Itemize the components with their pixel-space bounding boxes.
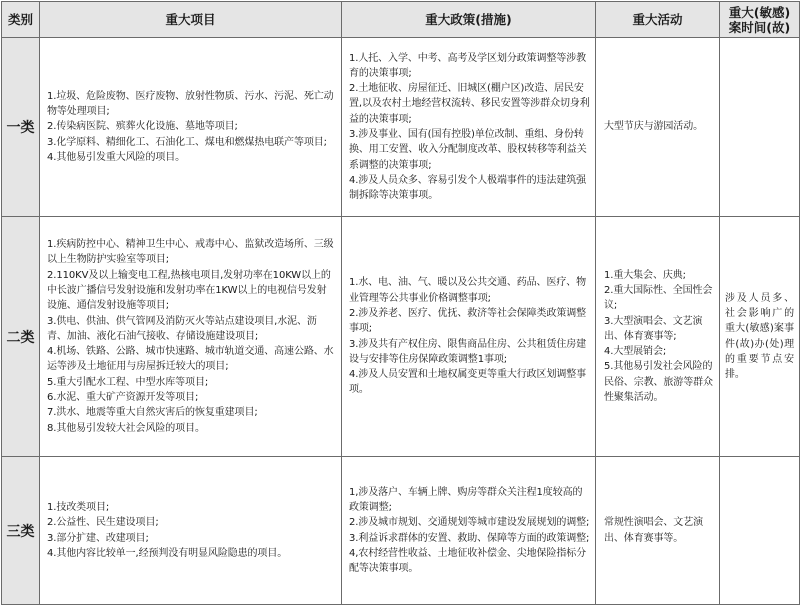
header-cases: 重大(敏感)案时间(故) <box>720 2 800 38</box>
list-item: 4.机场、铁路、公路、城市快速路、城市轨道交通、高速公路、水运等涉及土地征用与房屋拆迁较大的项目; <box>47 346 334 373</box>
list-item: 3.部分扩建、改建项目; <box>47 532 149 544</box>
list-item: 2.公益性、民生建设项目; <box>47 517 159 529</box>
list-item: 1,涉及落户、车辆上牌、购房等群众关注程1度较高的政策调整; <box>349 486 583 513</box>
policies-cell <box>342 217 596 457</box>
list-item: 2.涉及城市规划、交通规划等城市建设发展规划的调整; <box>349 517 590 529</box>
list-item: 5.重大引配水工程、中型水库等项目; <box>47 376 209 388</box>
list-item: 5.其他易引发社会风险的民俗、宗教、旅游等群众性聚集活动。 <box>604 361 713 404</box>
list-item: 2.涉及养老、医疗、优抚、救济等社会保障类政策调整事项; <box>349 307 587 335</box>
list-item: 3.大型演唱会、文艺演出、体育赛事等; <box>604 315 703 342</box>
projects-cell <box>40 38 342 217</box>
category-label: 三类 <box>2 457 40 605</box>
risk-classification-table <box>1 1 800 605</box>
list-item: 2.传染病医院、殡葬火化设施、墓地等项目; <box>47 121 238 133</box>
cases-cell <box>720 217 800 457</box>
list-item: 3.供电、供油、供气管网及消防灭火等站点建设项目,水泥、沥青、加油、液化石油气接收、存储设施建设项目; <box>47 315 317 342</box>
list-item: 7.洪水、地震等重大自然灾害后的恢复重建项目; <box>47 407 258 419</box>
cases-cell <box>720 38 800 217</box>
projects-cell <box>40 457 342 605</box>
list-item: 1.技改类项目; <box>47 501 110 513</box>
list-item: 2.重大国际性、全国性会议; <box>604 284 713 312</box>
events-cell <box>596 217 720 457</box>
list-item: 8.其他易引发较大社会风险的项目。 <box>47 422 205 434</box>
list-item: 4.大型展销会; <box>604 346 667 358</box>
policies-cell <box>342 457 596 605</box>
header-projects: 重大项目 <box>40 2 342 38</box>
list-item: 6.水泥、重大矿产资源开发等项目; <box>47 392 199 404</box>
events-cell <box>596 38 720 217</box>
list-item: 4,农村经营性收益、土地征收补偿金、尖地保险指标分配等决策事项。 <box>349 547 587 575</box>
list-item: 1.垃圾、危险废物、医疗废物、放射性物质、污水、污泥、死亡动物等处理项目; <box>47 90 334 118</box>
list-item: 4.其他易引发重大风险的项目。 <box>47 151 186 163</box>
list-item: 3.涉及共有产权住房、限售商品住房、公共租赁住房建设与安排等住房保障政策调整1事项; <box>349 338 587 365</box>
cases-cell <box>720 457 800 605</box>
policies-cell <box>342 38 596 217</box>
list-item: 3.化学原料、精细化工、石油化工、煤电和燃煤热电联产等项目; <box>47 136 327 148</box>
list-item: 1.水、电、油、气、暖以及公共交通、药品、医疗、物业管理等公共事业价格调整事项; <box>349 277 587 304</box>
header-category: 类别 <box>2 2 40 38</box>
list-item: 4.其他内容比较单一,经预判没有明显风险隐患的项目。 <box>47 547 288 559</box>
list-item: 4.涉及人员众多、容易引发个人极端事件的违法建筑强制拆除等决策事项。 <box>349 174 587 202</box>
list-item: 4.涉及人员安置和土地权属变更等重大行政区划调整事项。 <box>349 369 587 396</box>
category-label: 一类 <box>2 38 40 217</box>
table-row-class-1 <box>2 38 800 217</box>
header-row <box>2 2 800 38</box>
list-item: 3.利益诉求群体的安置、救助、保障等方面的政策调整; <box>349 532 590 544</box>
case-text: 涉及人员多、社会影响广的重大(敏感)案事件(故)办(处)理的重要节点安排。 <box>725 292 794 381</box>
table-row-class-2 <box>2 217 800 457</box>
list-item: 3.涉及事业、国有(国有控股)单位改制、重组、身份转换、用工安置、收入分配制度改革、股权转移等利益关系调整的决策事项; <box>349 129 587 171</box>
list-item: 大型节庆与游园活动。 <box>604 121 703 133</box>
events-cell <box>596 457 720 605</box>
list-item: 1.人托、入学、中考、高考及学区划分政策调整等涉教育的决策事项; <box>349 52 587 79</box>
list-item: 1.疾病防控中心、精神卫生中心、戒毒中心、监狱改造场所、三级以上生物防护实验室等项目; <box>47 239 334 266</box>
table-row-class-3 <box>2 457 800 605</box>
header-events: 重大活动 <box>596 2 720 38</box>
list-item: 常规性演唱会、文艺演出、体育赛事等。 <box>604 517 703 544</box>
list-item: 2.110KV及以上输变电工程,热核电项目,发射功率在10KW以上的中长波广播信号发射设施和发射功率在1KW以上的电视信号发射设施、通信发射设施等项目; <box>47 269 331 312</box>
list-item: 1.重大集会、庆典; <box>604 269 686 281</box>
header-policies: 重大政策(措施) <box>342 2 596 38</box>
projects-cell <box>40 217 342 457</box>
list-item: 2.土地征收、房屋征迁、旧城区(棚户区)改造、居民安置,以及农村土地经营权流转、移民安置等涉群众切身利益的决策事项; <box>349 83 590 125</box>
category-label: 二类 <box>2 217 40 457</box>
